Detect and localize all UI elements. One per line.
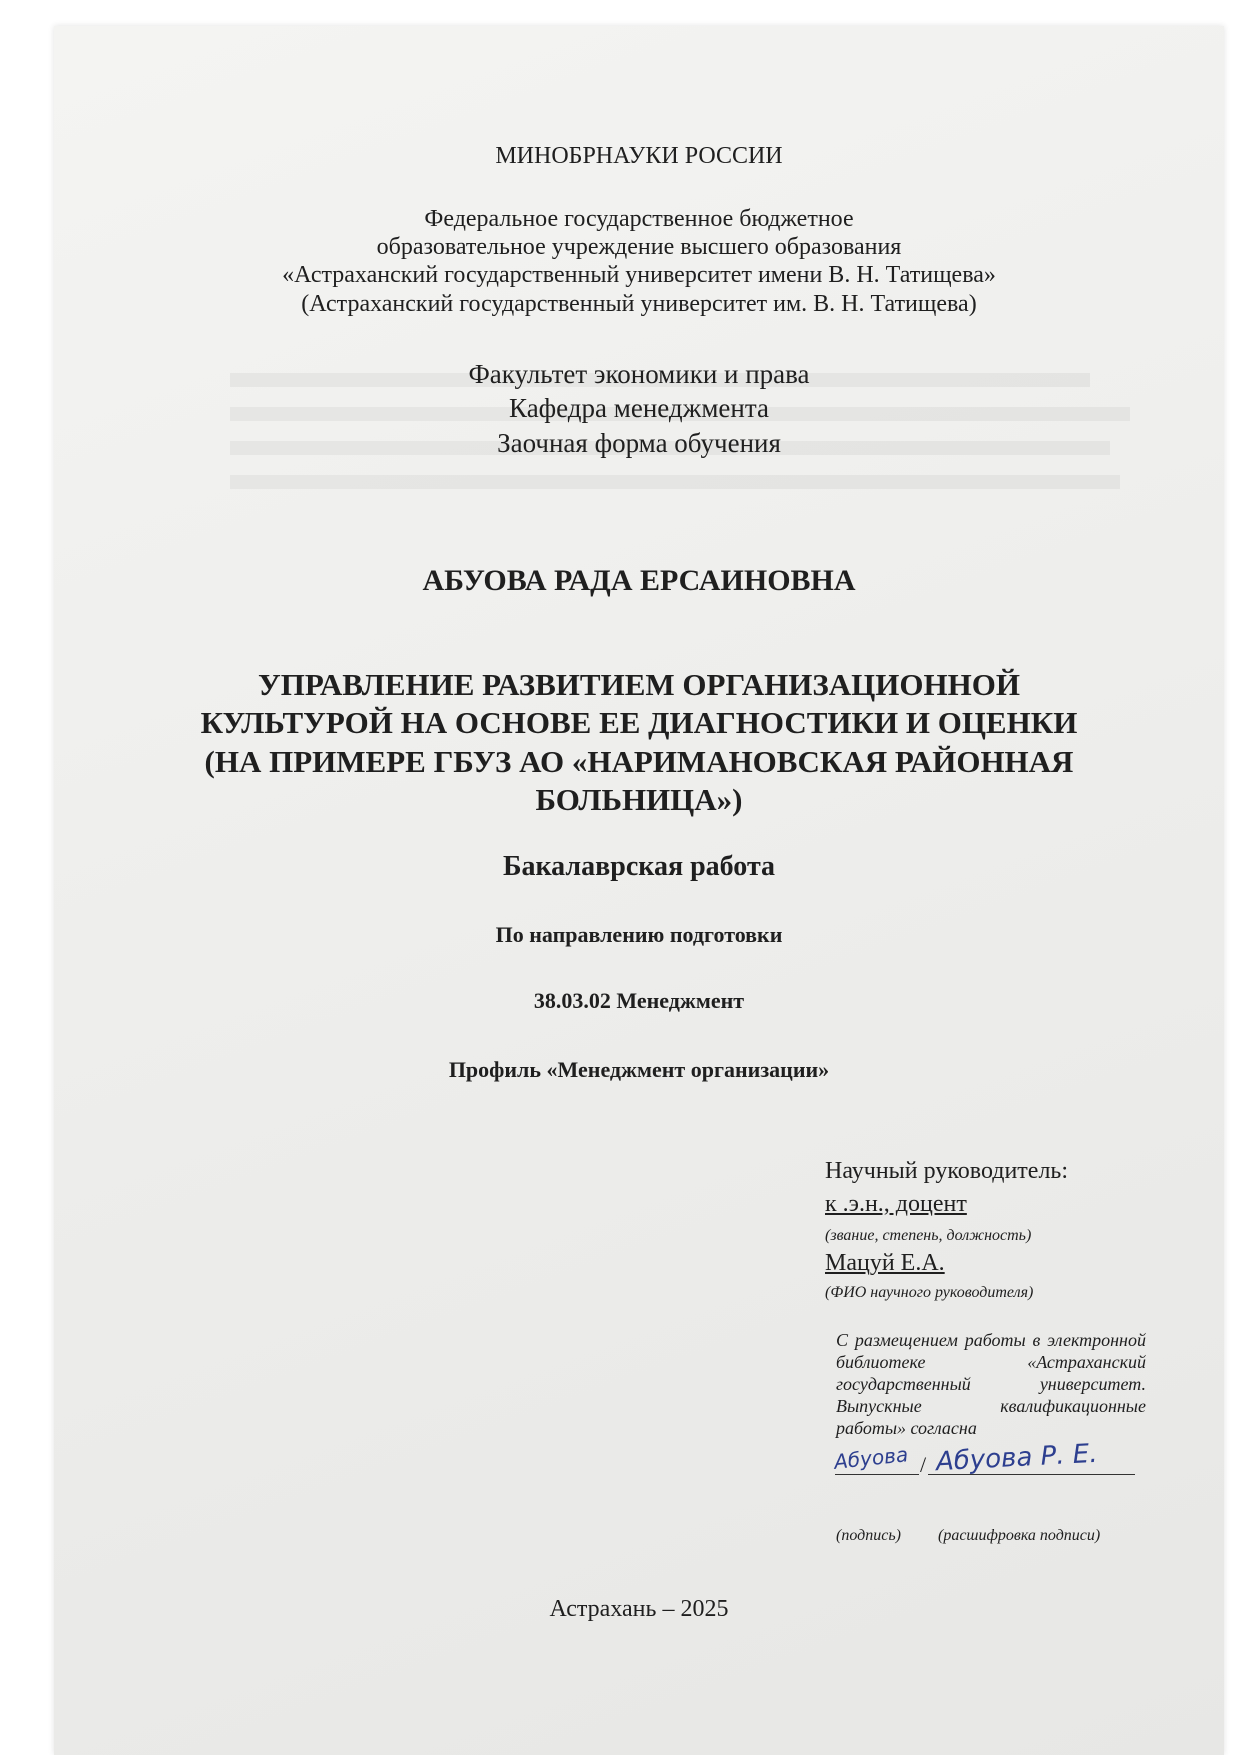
city-year: Астрахань – 2025 [549, 1596, 729, 1622]
profile-line: Профиль «Менеджмент организации» [448, 1057, 830, 1082]
title-line-3: (НА ПРИМЕРЕ ГБУЗ АО «НАРИМАНОВСКАЯ РАЙОННАЯ [204, 744, 1074, 779]
signature-separator: / [920, 1452, 927, 1477]
institution-line-2: образовательное учреждение высшего образования [376, 234, 902, 260]
study-form-line: Заочная форма обучения [497, 428, 781, 458]
title-line-4: БОЛЬНИЦА») [535, 782, 743, 817]
signature-caption: (подпись) [836, 1527, 901, 1544]
title-line-2: КУЛЬТУРОЙ НА ОСНОВЕ ЕЕ ДИАГНОСТИКИ И ОЦЕНКИ [200, 705, 1078, 740]
library-consent-text: С размещением работы в электронной библиотеке «Астраханский государственный университет. Выпускные квалификационные работы» согласна [836, 1330, 1146, 1438]
direction-code: 38.03.02 Менеджмент [533, 988, 745, 1013]
author-name: АБУОВА РАДА ЕРСАИНОВНА [422, 564, 856, 597]
work-type: Бакалаврская работа [502, 851, 776, 882]
handwritten-signature: Абуова [832, 1442, 910, 1474]
handwritten-name: Абуова Р. Е. [935, 1438, 1099, 1478]
ministry-line: МИНОБРНАУКИ РОССИИ [495, 143, 783, 169]
direction-label: По направлению подготовки [495, 922, 783, 947]
title-line-1: УПРАВЛЕНИЕ РАЗВИТИЕМ ОРГАНИЗАЦИОННОЙ [258, 667, 1020, 702]
institution-line-4: (Астраханский государственный университет им. В. Н. Татищева) [301, 291, 977, 317]
faculty-line: Факультет экономики и права [468, 359, 810, 389]
supervisor-rank-caption: (звание, степень, должность) [825, 1227, 1032, 1244]
department-line: Кафедра менеджмента [509, 393, 769, 423]
decoding-caption: (расшифровка подписи) [938, 1527, 1101, 1544]
supervisor-label: Научный руководитель: [825, 1158, 1069, 1184]
supervisor-rank: к .э.н., доцент [825, 1191, 967, 1217]
supervisor-name: Мацуй Е.А. [825, 1250, 945, 1276]
signature-line [835, 1474, 919, 1475]
institution-line-3: «Астраханский государственный университет имени В. Н. Татищева» [282, 262, 996, 288]
supervisor-name-caption: (ФИО научного руководителя) [825, 1284, 1034, 1301]
institution-line-1: Федеральное государственное бюджетное [424, 206, 854, 232]
